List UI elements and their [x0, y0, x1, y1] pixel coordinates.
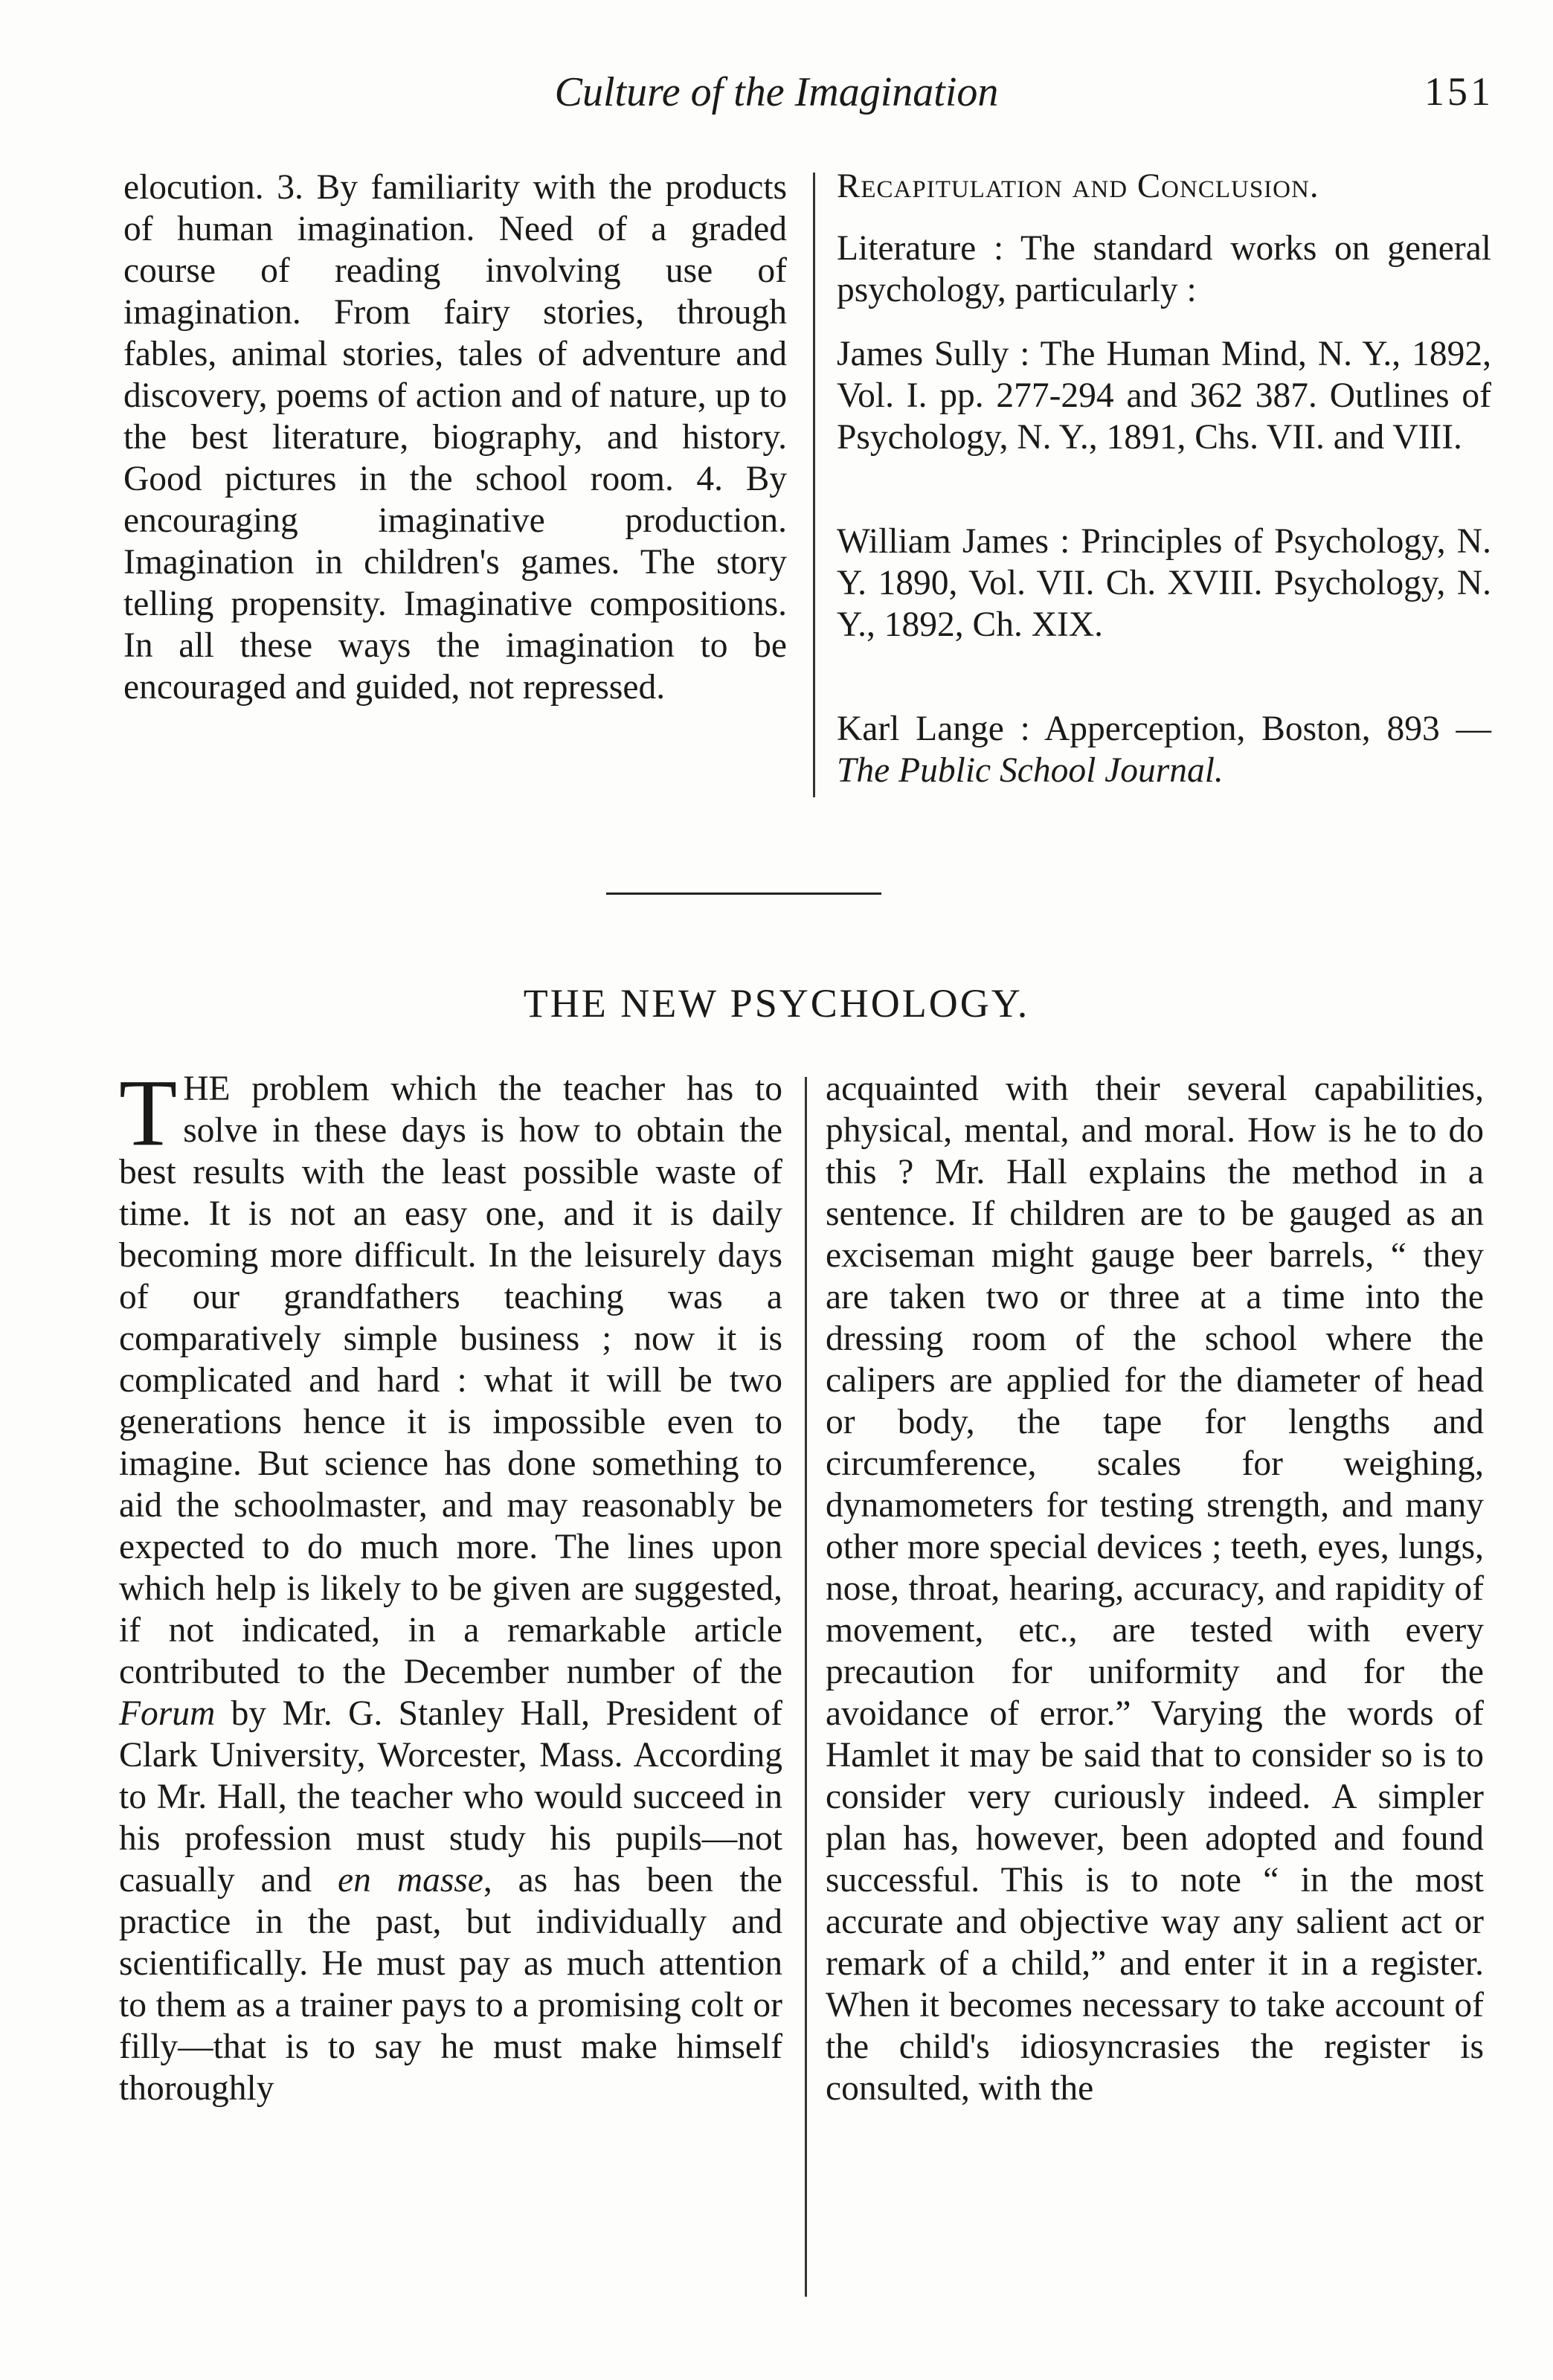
- literature-paragraph: Literature : The standard works on general psychology, particularly :: [837, 229, 1491, 309]
- paragraph-text-part-1: HE problem which the teacher has to solve in these days is how to obtain the best results with the least possible waste of time. It is not an easy one, and it is daily becoming more difficult. In the leisurely days of our grandfathers teaching was a comparatively simple business ; now it is complicated and hard : what it will be two generations hence it is impossible even to imagine. But science has done something to aid the schoolmaster, and may reasonably be expected to do much more. The lines upon which help is likely to be given are suggested, if not indicated, in a remarkable article contributed to the December number of the: [119, 1070, 782, 1691]
- forum-title: Forum: [119, 1694, 216, 1733]
- james-reference: William James : Principles of Psychology, N. Y. 1890, Vol. VII. Ch. XVIII. Psychology, N. Y., 1892, Ch. XIX.: [837, 522, 1491, 644]
- journal-title: The Public School Journal.: [837, 751, 1224, 790]
- new-psychology-left-paragraph: [119, 1060, 782, 2109]
- section-separator-rule: [606, 892, 881, 895]
- new-psychology-right-paragraph: acquainted with their several capabilities, physical, mental, and moral. How is he to do this ? Mr. Hall explains the method in a sentence. If children are to be gauged as an exciseman might gauge beer barrels, “ they are taken two or three at a time into the dressing room of the school where the calipers are applied for the diameter of head or body, the tape for lengths and circumference, scales for weighing, dynamometers for testing strength, and many other more special devices ; teeth, eyes, lungs, nose, throat, hearing, accuracy, and rapidity of movement, etc., are tested with every precaution for uniformity and for the avoidance of error.” Varying the words of Hamlet it may be said that to consider so is to consider very curiously indeed. A simpler plan has, however, been adopted and found successful. This is to note “ in the most accurate and objective way any salient act or remark of a child,” and enter it in a register. When it becomes necessary to take account of the child's idiosyncrasies the register is consulted, with the: [826, 1070, 1484, 2108]
- sully-reference: James Sully : The Human Mind, N. Y., 1892, Vol. I. pp. 277-294 and 362 387. Outlines of Psychology, N. Y., 1891, Chs. VII. and VIII.: [837, 335, 1491, 457]
- paragraph-text-part-2: by Mr. G. Stanley Hall, President of Clark University, Worcester, Mass. According to Mr. Hall, the teacher who would succeed in his profession must study his pupils—not casually and: [119, 1694, 782, 1900]
- paragraph-text-part-3: , as has been the practice in the past, but individually and scientifically. He must pay as much attention to them as a trainer pays to a promising colt or filly—that is to say he must make himself thoroughly: [119, 1861, 782, 2108]
- lange-reference: [837, 708, 1491, 791]
- page-header: [0, 68, 1553, 128]
- lange-citation: Karl Lange : Apperception, Boston, 893 —: [837, 710, 1491, 748]
- imagination-outline-paragraph: elocution. 3. By familiarity with the products of human imagination. Need of a graded course of reading involving use of imagination. From fairy stories, through fables, animal stories, tales of adventure and discovery, poems of action and of nature, up to the best literature, biography, and history. Good pictures in the school room. 4. By encouraging imaginative production. Imagination in children's games. The story telling propensity. Imaginative compositions. In all these ways the imagination to be encouraged and guided, not repressed.: [123, 168, 787, 707]
- column-divider-bottom: [805, 1077, 807, 2297]
- section-title: THE NEW PSYCHOLOGY.: [523, 981, 1030, 1026]
- recapitulation-title: Recapitulation and Conclusion.: [837, 167, 1319, 205]
- page-number: 151: [1424, 69, 1493, 114]
- column-divider-top: [813, 173, 815, 797]
- running-title: Culture of the Imagination: [554, 69, 999, 115]
- en-masse-phrase: en masse: [338, 1861, 483, 1900]
- drop-cap: T: [119, 1060, 178, 1165]
